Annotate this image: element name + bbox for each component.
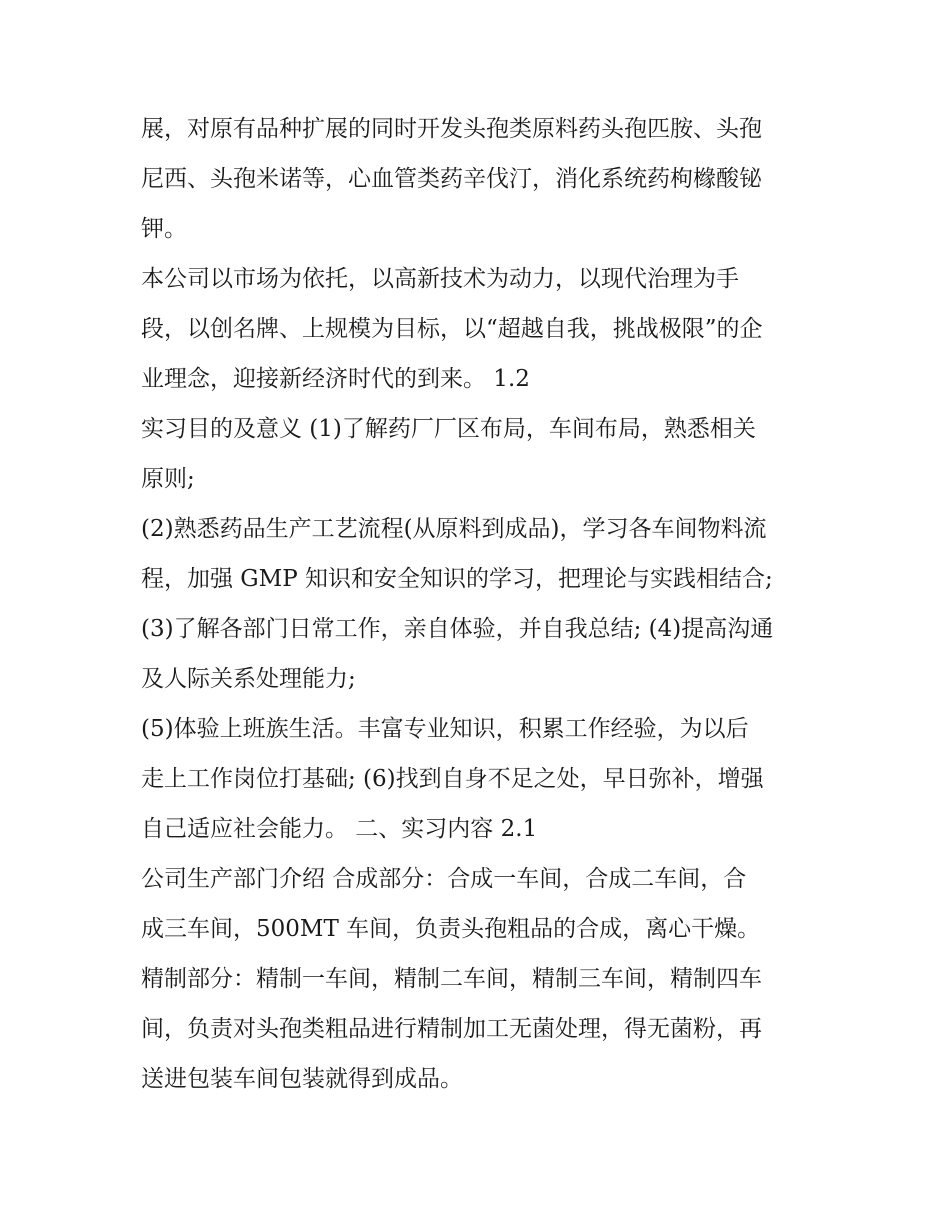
text-line: (3)了解各部门日常工作，亲自体验，并自我总结; (4)提高沟通 [141,616,774,642]
text-line: (5)体验上班族生活。丰富专业知识，积累工作经验，为以后 [141,716,749,742]
text-line: 程，加强 GMP 知识和安全知识的学习，把理论与实践相结合; [141,566,773,592]
text-line: 原则; [141,466,195,492]
text-line: 及人际关系处理能力; [141,666,356,692]
text-line: 间，负责对头孢类粗品进行精制加工无菌处理，得无菌粉，再 [141,1016,762,1042]
text-line: 公司生产部门介绍 合成部分：合成一车间，合成二车间，合 [141,866,747,892]
text-line: 尼西、头孢米诺等，心血管类药辛伐汀，消化系统药枸橼酸铋 [141,166,762,192]
text-line: 展，对原有品种扩展的同时开发头孢类原料药头孢匹胺、头孢 [141,116,762,142]
body-text [141,110,813,1110]
text-line: 本公司以市场为依托，以高新技术为动力，以现代治理为手 [141,266,739,292]
text-line: 段，以创名牌、上规模为目标，以“超越自我，挑战极限”的企 [141,316,763,342]
text-line: 钾。 [141,216,187,242]
text-line: (2)熟悉药品生产工艺流程(从原料到成品)，学习各车间物料流 [141,516,767,542]
text-line: 实习目的及意义 (1)了解药厂厂区布局，车间布局，熟悉相关 [141,416,756,442]
text-line: 走上工作岗位打基础; (6)找到自身不足之处，早日弥补，增强 [141,766,764,792]
text-line: 业理念，迎接新经济时代的到来。 1.2 [141,366,530,392]
text-line: 自己适应社会能力。 二、实习内容 2.1 [141,816,538,842]
text-line: 成三车间，500MT 车间，负责头孢粗品的合成，离心干燥。 [141,916,761,942]
text-line: 送进包装车间包装就得到成品。 [141,1066,463,1092]
text-line: 精制部分：精制一车间，精制二车间，精制三车间，精制四车 [141,966,762,992]
